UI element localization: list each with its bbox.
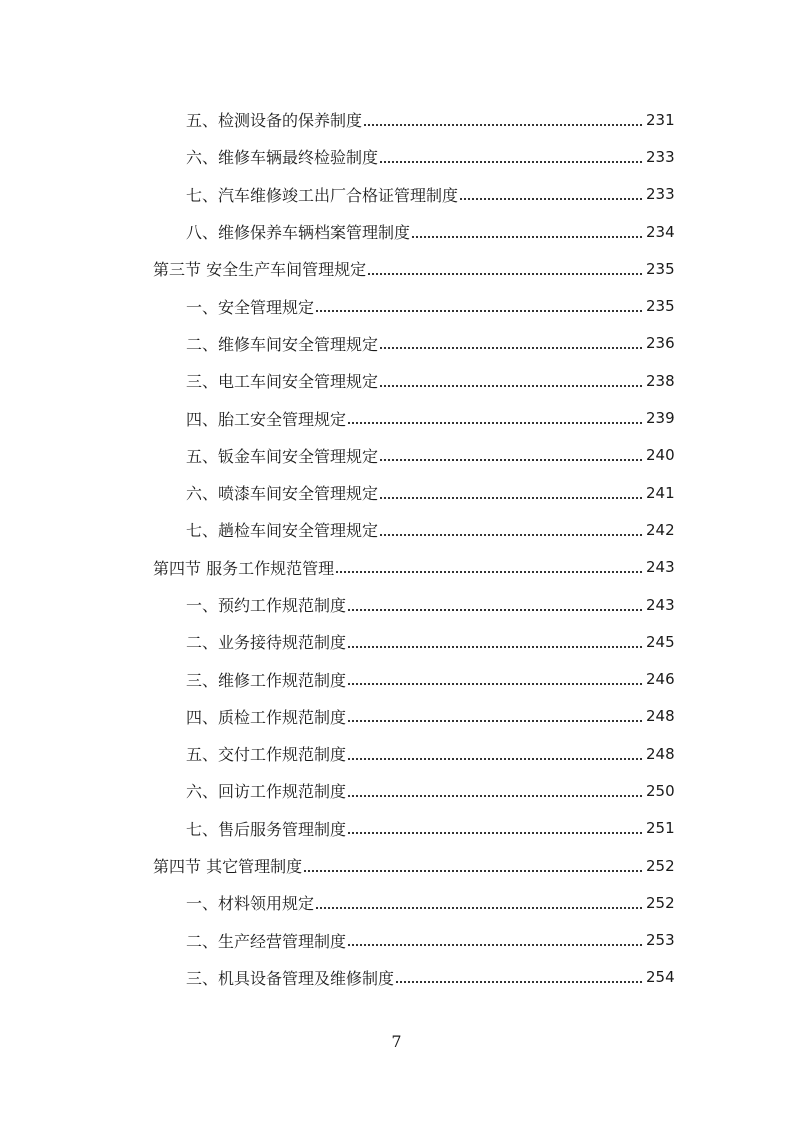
toc-entry-page: 238 (646, 371, 675, 390)
toc-entry-page: 246 (646, 670, 675, 689)
toc-dot-leader (364, 108, 642, 126)
toc-dot-leader (380, 369, 642, 387)
toc-entry-title: 三、机具设备管理及维修制度 (186, 966, 396, 989)
toc-entry[interactable] (0, 325, 793, 362)
table-of-contents (0, 101, 793, 996)
toc-entry-title: 六、喷漆车间安全管理规定 (186, 481, 380, 504)
toc-section-entry[interactable] (0, 847, 793, 884)
toc-dot-leader (304, 854, 642, 872)
toc-entry-title: 四、胎工安全管理规定 (186, 407, 348, 430)
toc-entry[interactable] (0, 138, 793, 175)
toc-entry-page: 243 (646, 558, 675, 577)
toc-entry-title: 二、生产经营管理制度 (186, 929, 348, 952)
toc-entry-title: 五、钣金车间安全管理规定 (186, 444, 380, 467)
toc-entry[interactable] (0, 698, 793, 735)
toc-entry-page: 241 (646, 483, 675, 502)
toc-entry[interactable] (0, 660, 793, 697)
toc-dot-leader (368, 257, 642, 275)
toc-entry-title: 第四节 其它管理制度 (153, 854, 304, 877)
toc-entry-page: 248 (646, 707, 675, 726)
toc-entry-title: 六、维修车辆最终检验制度 (186, 145, 380, 168)
toc-entry-page: 233 (646, 147, 675, 166)
toc-entry-title: 四、质检工作规范制度 (186, 705, 348, 728)
toc-entry[interactable] (0, 735, 793, 772)
toc-entry-title: 五、交付工作规范制度 (186, 742, 348, 765)
toc-entry-title: 二、维修车间安全管理规定 (186, 332, 380, 355)
toc-entry[interactable] (0, 623, 793, 660)
toc-dot-leader (348, 816, 642, 834)
toc-entry-page: 231 (646, 110, 675, 129)
toc-dot-leader (380, 481, 642, 499)
toc-entry-page: 234 (646, 222, 675, 241)
toc-dot-leader (316, 891, 642, 909)
toc-entry-title: 一、预约工作规范制度 (186, 593, 348, 616)
toc-dot-leader (348, 742, 642, 760)
toc-entry-title: 三、维修工作规范制度 (186, 668, 348, 691)
toc-entry[interactable] (0, 884, 793, 921)
toc-dot-leader (380, 145, 642, 163)
toc-dot-leader (380, 443, 642, 461)
toc-entry-title: 七、售后服务管理制度 (186, 817, 348, 840)
toc-entry[interactable] (0, 437, 793, 474)
toc-entry-title: 八、维修保养车辆档案管理制度 (186, 220, 412, 243)
toc-entry[interactable] (0, 287, 793, 324)
toc-entry-page: 235 (646, 259, 675, 278)
toc-dot-leader (396, 965, 642, 983)
toc-dot-leader (316, 294, 642, 312)
toc-entry-title: 三、电工车间安全管理规定 (186, 369, 380, 392)
toc-entry-page: 235 (646, 297, 675, 316)
toc-entry-title: 一、安全管理规定 (186, 295, 316, 318)
toc-entry-page: 236 (646, 334, 675, 353)
toc-dot-leader (412, 220, 642, 238)
toc-dot-leader (380, 331, 642, 349)
toc-entry[interactable] (0, 772, 793, 809)
toc-entry-title: 二、业务接待规范制度 (186, 630, 348, 653)
toc-dot-leader (348, 704, 642, 722)
toc-entry-page: 248 (646, 744, 675, 763)
toc-entry-title: 第三节 安全生产车间管理规定 (153, 257, 368, 280)
toc-entry-page: 252 (646, 893, 675, 912)
toc-entry-page: 254 (646, 968, 675, 987)
toc-entry-title: 五、检测设备的保养制度 (186, 108, 364, 131)
toc-entry-page: 252 (646, 856, 675, 875)
toc-dot-leader (348, 630, 642, 648)
toc-entry-page: 243 (646, 595, 675, 614)
page-number: 7 (391, 1032, 402, 1051)
toc-dot-leader (380, 518, 642, 536)
toc-entry[interactable] (0, 586, 793, 623)
toc-section-entry[interactable] (0, 549, 793, 586)
toc-dot-leader (460, 182, 642, 200)
toc-entry-page: 245 (646, 632, 675, 651)
toc-entry-page: 251 (646, 819, 675, 838)
toc-dot-leader (348, 667, 642, 685)
toc-entry-page: 253 (646, 931, 675, 950)
toc-entry[interactable] (0, 474, 793, 511)
toc-entry-page: 242 (646, 520, 675, 539)
toc-entry-page: 240 (646, 446, 675, 465)
toc-dot-leader (348, 779, 642, 797)
toc-dot-leader (348, 928, 642, 946)
toc-entry[interactable] (0, 922, 793, 959)
toc-entry[interactable] (0, 959, 793, 996)
toc-entry-page: 233 (646, 185, 675, 204)
toc-dot-leader (348, 593, 642, 611)
toc-entry-title: 第四节 服务工作规范管理 (153, 556, 336, 579)
toc-section-entry[interactable] (0, 250, 793, 287)
toc-entry[interactable] (0, 810, 793, 847)
toc-entry[interactable] (0, 101, 793, 138)
toc-entry-page: 250 (646, 781, 675, 800)
toc-entry[interactable] (0, 399, 793, 436)
toc-dot-leader (348, 406, 642, 424)
toc-entry[interactable] (0, 213, 793, 250)
toc-entry-title: 六、回访工作规范制度 (186, 779, 348, 802)
toc-entry-title: 七、趟检车间安全管理规定 (186, 518, 380, 541)
toc-entry[interactable] (0, 176, 793, 213)
toc-dot-leader (336, 555, 642, 573)
toc-entry[interactable] (0, 362, 793, 399)
toc-entry-title: 一、材料领用规定 (186, 891, 316, 914)
toc-entry-title: 七、汽车维修竣工出厂合格证管理制度 (186, 183, 460, 206)
toc-entry-page: 239 (646, 409, 675, 428)
toc-entry[interactable] (0, 511, 793, 548)
